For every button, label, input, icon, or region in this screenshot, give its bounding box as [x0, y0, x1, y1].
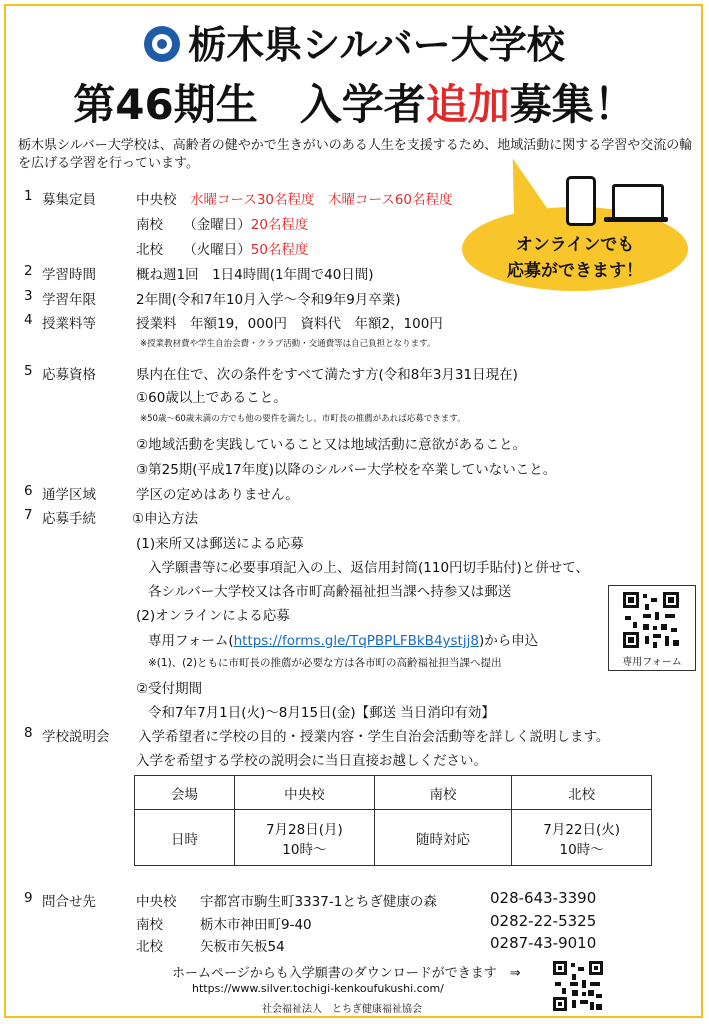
- organization-name: 社会福祉法人 とちぎ健康福祉協会: [262, 1004, 422, 1015]
- table-cell: [235, 810, 375, 866]
- subtitle-highlight: 追加: [425, 80, 510, 129]
- table-cell: 随時対応: [374, 810, 512, 866]
- download-text: ホームページからも入学願書のダウンロードができます ⇒: [172, 966, 521, 981]
- item-label: 学校説明会: [42, 729, 110, 745]
- item-note: ※授業教材費や学生自治会費・クラブ活動・交通費等は自己負担となります。: [140, 339, 436, 349]
- capacity-south: 20名程度: [250, 217, 309, 233]
- item-label: 問合せ先: [42, 894, 96, 910]
- capacity-central: 水曜コース30名程度 木曜コース60名程度: [190, 192, 453, 208]
- bubble-line-1: オンラインでも: [515, 235, 635, 255]
- school-logo-icon: [144, 26, 180, 62]
- item-value: 入学を希望する学校の説明会に当日直接お越しください。: [136, 753, 487, 769]
- page-subtitle: [0, 72, 709, 132]
- time-north: 10時～: [559, 841, 604, 858]
- contact-phone: 0287-43-9010: [490, 934, 597, 952]
- contact-school: 中央校: [136, 894, 177, 910]
- bubble-line-2: 応募ができます！: [507, 261, 643, 281]
- form-suffix: )から申込: [478, 633, 539, 649]
- date-central: 7月28日(月): [265, 821, 343, 838]
- item-num: 3: [24, 288, 33, 304]
- contact-phone: 0282-22-5325: [490, 912, 597, 930]
- item-label: 応募資格: [42, 367, 96, 383]
- capacity-row: [136, 188, 453, 208]
- contact-school: 南校: [136, 917, 163, 933]
- table-header: 南校: [374, 776, 512, 810]
- item-num: 6: [24, 483, 33, 499]
- capacity-row: [136, 213, 308, 233]
- page-title: [0, 14, 709, 69]
- item-value: 県内在住で、次の条件をすべて満たす方(令和8年3月31日現在): [136, 367, 518, 383]
- method-1-detail: 各シルバー大学校又は各市町高齢福祉担当課へ持参又は郵送: [148, 584, 512, 600]
- time-central: 10時～: [282, 841, 327, 858]
- form-prefix: 専用フォーム(: [148, 633, 234, 649]
- method-1-detail: 入学願書等に必要事項記入の上、返信用封筒(110円切手貼付)と併せて、: [148, 560, 590, 576]
- intro-text: 栃木県シルバー大学校は、高齢者の健やかで生きがいのある人生を支援するため、地域活動に関する学習や交流の輪を広げる学習を行っています。: [18, 138, 693, 171]
- homepage-qr-code[interactable]: [552, 960, 604, 1012]
- item-label: 応募手続: [42, 511, 96, 527]
- item-value: 授業料 年額19，000円 資料代 年額2，100円: [136, 316, 443, 332]
- method-note: ※(1)、(2)ともに市町長の推薦が必要な方は各市町の高齢福祉担当課へ提出: [148, 657, 502, 669]
- item-value: 入学希望者に学校の目的・授業内容・学生自治会活動等を詳しく説明します。: [138, 729, 610, 745]
- table-cell: 日時: [135, 810, 235, 866]
- item-num: 7: [24, 507, 33, 523]
- item-num: 2: [24, 263, 33, 279]
- item-label: 学習時間: [42, 267, 96, 283]
- form-qr-code[interactable]: [621, 590, 681, 650]
- condition-3: ③第25期(平成17年度)以降のシルバー大学校を卒業していないこと。: [136, 462, 557, 478]
- condition-2: ②地域活動を実践していること又は地域活動に意欲があること。: [136, 437, 527, 453]
- qr-caption: 専用フォーム: [622, 657, 682, 668]
- form-qr-panel: [608, 585, 696, 671]
- laptop-base: [604, 217, 668, 222]
- method-1: (1)来所又は郵送による応募: [136, 536, 304, 552]
- table-header: 北校: [512, 776, 652, 810]
- item-label: 通学区域: [42, 487, 96, 503]
- briefing-table: [134, 775, 652, 866]
- item-num: 8: [24, 725, 33, 741]
- condition-note: ※50歳～60歳未満の方でも他の要件を満たし、市町長の推薦があれば応募できます。: [140, 414, 466, 424]
- capacity-row: [136, 238, 308, 258]
- smartphone-icon: [566, 176, 596, 226]
- bubble-text: [462, 232, 688, 284]
- school-north: 北校 （火曜日）: [136, 242, 251, 258]
- period-label: ②受付期間: [136, 681, 203, 697]
- subtitle-post: 募集！: [509, 80, 636, 129]
- contact-address: 宇都宮市駒生町3337-1とちぎ健康の森: [200, 894, 437, 910]
- school-south: 南校 （金曜日）: [136, 217, 251, 233]
- item-label: 募集定員: [42, 192, 96, 208]
- title-text: 栃木県シルバー大学校: [188, 23, 565, 67]
- item-label: 授業料等: [42, 316, 96, 332]
- homepage-url[interactable]: https://www.silver.tochigi-kenkoufukushi.com/: [192, 982, 444, 995]
- table-cell: [512, 810, 652, 866]
- period-value: 令和7年7月1日(火)～8月15日(金)【郵送 当日消印有効】: [148, 705, 495, 721]
- item-value: ①申込方法: [132, 511, 199, 527]
- item-label: 学習年限: [42, 292, 96, 308]
- contact-phone: 028-643-3390: [490, 889, 597, 907]
- item-num: 1: [24, 188, 33, 204]
- laptop-icon: [612, 184, 664, 220]
- school-central: 中央校: [136, 192, 177, 208]
- condition-1: ①60歳以上であること。: [136, 390, 287, 406]
- contact-address: 栃木市神田町9-40: [200, 917, 312, 933]
- item-value: 2年間(令和7年10月入学～令和9年9月卒業): [136, 292, 401, 308]
- method-2-detail: [148, 629, 538, 649]
- contact-school: 北校: [136, 939, 163, 955]
- item-num: 5: [24, 363, 33, 379]
- item-value: 概ね週1回 1日4時間(1年間で40日間): [136, 267, 374, 283]
- item-num: 4: [24, 312, 33, 328]
- item-value: 学区の定めはありません。: [136, 487, 299, 503]
- subtitle-pre: 第46期生 入学者: [73, 80, 426, 129]
- form-link[interactable]: https://forms.gle/TqPBPLFBkB4ystjj8: [233, 633, 479, 649]
- contact-address: 矢板市矢板54: [200, 939, 285, 955]
- date-north: 7月22日(火): [543, 821, 621, 838]
- item-num: 9: [24, 890, 33, 906]
- method-2: (2)オンラインによる応募: [136, 608, 290, 624]
- table-header: 中央校: [235, 776, 375, 810]
- table-header: 会場: [135, 776, 235, 810]
- capacity-north: 50名程度: [250, 242, 309, 258]
